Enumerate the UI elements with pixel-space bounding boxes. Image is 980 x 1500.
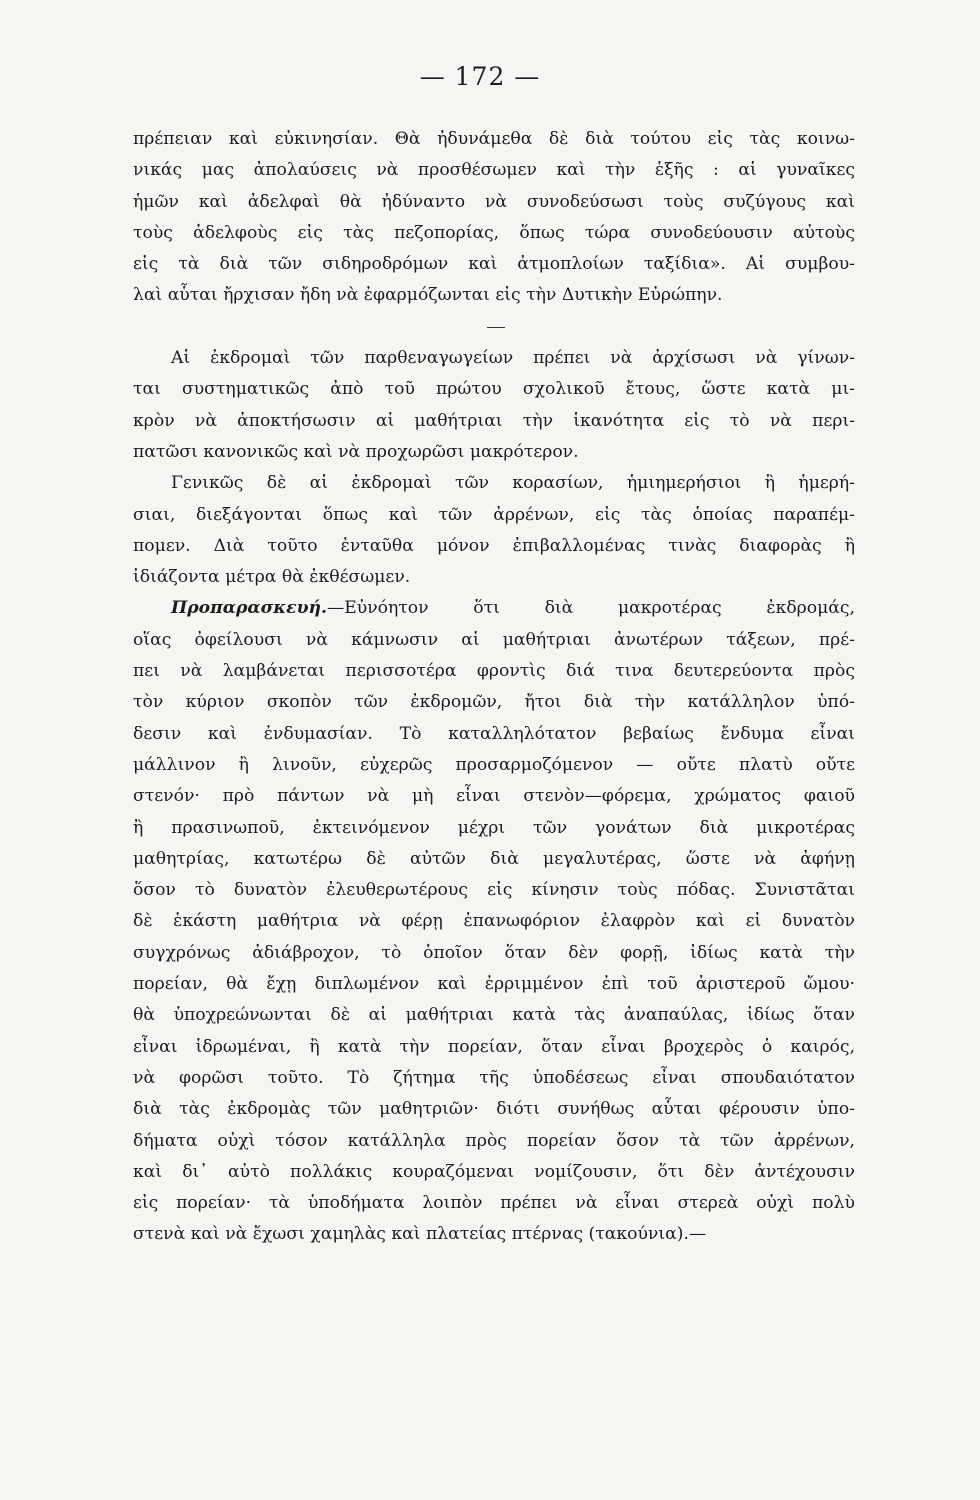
text-line: νικάς μας ἀπολαύσεις νὰ προσθέσωμεν καὶ τὴν ἑξῆς : αἱ γυναῖκες [133,160,855,181]
text-line: τὸν κύριον σκοπὸν τῶν ἐκδρομῶν, ἤτοι διὰ τὴν κατάλληλον ὑπό- [133,692,855,713]
text-line: πατῶσι κανονικῶς καὶ νὰ προχωρῶσι μακρότερον. [133,441,579,462]
text-line: στενὰ καὶ νὰ ἔχωσι χαμηλὰς καὶ πλατείας πτέρνας (τακούνια).— [133,1224,707,1245]
paragraph-1 [133,124,855,312]
text-line: ται συστηματικῶς ἀπὸ τοῦ πρώτου σχολικοῦ ἔτους, ὥστε κατὰ μι- [133,379,855,400]
paragraph-3 [133,468,855,593]
text-line: δήματα οὐχὶ τόσον κατάλληλα πρὸς πορείαν ὅσον τὰ τῶν ἀρρένων, [133,1130,855,1151]
text-line: ἢ πρασινωποῦ, ἐκτεινόμενον μέχρι τῶν γονάτων διὰ μικροτέρας [133,817,855,838]
text-line: ὅσον τὸ δυνατὸν ἐλευθερωτέρους εἰς κίνησιν τοὺς πόδας. Συνιστᾶται [133,880,855,901]
text-line: στενόν· πρὸ πάντων νὰ μὴ εἶναι στενὸν—φόρεμα, χρώματος φαιοῦ [133,786,855,807]
text-line: δεσιν καὶ ἐνδυμασίαν. Τὸ καταλληλότατον βεβαίως ἔνδυμα εἶναι [133,723,855,744]
page-number: — 172 — [419,62,541,91]
text-line: Γενικῶς δὲ αἱ ἐκδρομαὶ τῶν κορασίων, ἡμιημερήσιοι ἢ ἡμερή- [171,473,855,494]
text-line: καὶ δι᾽ αὐτὸ πολλάκις κουραζόμεναι νομίζουσιν, ὅτι δὲν ἀντέχουσιν [133,1161,855,1182]
text-line: οἵας ὀφείλουσι νὰ κάμνωσιν αἱ μαθήτριαι ἀνωτέρων τάξεων, πρέ- [133,629,855,650]
text-line [133,593,855,624]
text-line: διὰ τὰς ἐκδρομὰς τῶν μαθητριῶν· διότι συνήθως αὗται φέρουσιν ὑπο- [133,1099,855,1120]
text-line: ἰδιάζοντα μέτρα θὰ ἐκθέσωμεν. [133,567,411,588]
text-line: πομεν. Διὰ τοῦτο ἐνταῦθα μόνον ἐπιβαλλομένας τινὰς διαφορὰς ἢ [133,535,855,556]
text-line: σιαι, διεξάγονται ὅπως καὶ τῶν ἀρρένων, εἰς τὰς ὁποίας παραπέμ- [133,504,855,525]
text-line: Αἱ ἐκδρομαὶ τῶν παρθεναγωγείων πρέπει νὰ ἀρχίσωσι νὰ γίνων- [171,348,855,369]
text-line: μαθητρίας, κατωτέρω δὲ αὐτῶν διὰ μεγαλυτέρας, ὥστε νὰ ἀφήνῃ [133,848,855,869]
paragraph-4 [133,593,855,1250]
text-line: πρέπειαν καὶ εὐκινησίαν. Θὰ ἠδυνάμεθα δὲ διὰ τούτου εἰς τὰς κοινω- [133,129,855,149]
text-line: νὰ φορῶσι τοῦτο. Τὸ ζήτημα τῆς ὑποδέσεως εἶναι σπουδαιότατον [133,1067,855,1088]
body-text [133,124,855,1251]
text-line: εἶναι ἱδρωμέναι, ἢ κατὰ τὴν πορείαν, ὅταν εἶναι βροχερὸς ὁ καιρός, [133,1036,855,1057]
text-line: κρὸν νὰ ἀποκτήσωσιν αἱ μαθήτριαι τὴν ἱκανότητα εἰς τὸ νὰ περι- [133,410,855,431]
text-line: θὰ ὑποχρεώνωνται δὲ αἱ μαθήτριαι κατὰ τὰς ἀναπαύλας, ἰδίως ὅταν [133,1005,855,1026]
text-line: τοὺς ἀδελφοὺς εἰς τὰς πεζοπορίας, ὅπως τώρα συνοδεύουσιν αὐτοὺς [133,222,855,243]
text-line: δὲ ἑκάστη μαθήτρια νὰ φέρῃ ἐπανωφόριον ἐλαφρὸν καὶ εἰ δυνατὸν [133,911,855,932]
text-line: ἡμῶν καὶ ἀδελφαὶ θὰ ἠδύναντο νὰ συνοδεύσωσι τοὺς συζύγους καὶ [133,191,855,212]
text-line: μάλλινον ἢ λινοῦν, εὐχερῶς προσαρμοζόμενον — οὔτε πλατὺ οὔτε [133,754,855,775]
text-line: εἰς τὰ διὰ τῶν σιδηροδρόμων καὶ ἀτμοπλοίων ταξίδια». Αἱ συμβου- [133,254,855,275]
text-line: πει νὰ λαμβάνεται περισσοτέρα φροντὶς διά τινα δευτερεύοντα πρὸς [133,661,855,682]
paragraph-2 [133,343,855,468]
section-heading: Προπαρασκευή. [171,598,328,619]
section-divider [133,312,855,343]
text-line: λαὶ αὗται ἤρχισαν ἤδη νὰ ἐφαρμόζωνται εἰς τὴν Δυτικὴν Εὐρώπην. [133,285,723,306]
text-line: συγχρόνως ἀδιάβροχον, τὸ ὁποῖον ὅταν δὲν φορῇ, ἰδίως κατὰ τὴν [133,942,855,963]
text-line: εἰς πορείαν· τὰ ὑποδήματα λοιπὸν πρέπει νὰ εἶναι στερεὰ οὐχὶ πολὺ [133,1193,855,1214]
text-run: —Εὐνόητον ὅτι διὰ μακροτέρας ἐκδρομάς, [327,598,855,619]
text-line: πορείαν, θὰ ἔχῃ διπλωμένον καὶ ἐρριμμένον ἐπὶ τοῦ ἀριστεροῦ ὤμου· [133,974,855,995]
